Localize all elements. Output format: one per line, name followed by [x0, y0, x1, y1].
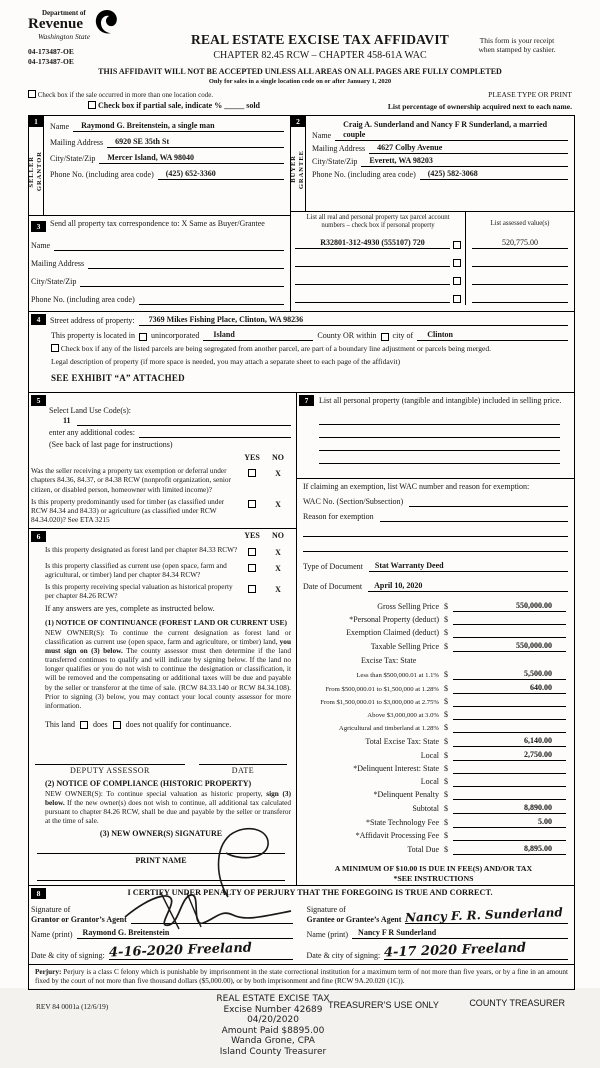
dollar-sign: $ — [444, 777, 448, 787]
dor-logo — [28, 10, 178, 41]
this-land-label: This land — [45, 719, 75, 729]
segregated-note-line — [51, 344, 568, 353]
unincorporated-label: unincorporated — [150, 331, 200, 341]
city-of-label: city of — [392, 331, 414, 341]
grantee-date-value[interactable]: 4-17 2020 Freeland — [384, 943, 568, 960]
ownership-note: List percentage of ownership acquired next to each name. — [387, 101, 572, 111]
wac-value[interactable] — [409, 497, 568, 507]
total-local-value[interactable]: 2,750.00 — [453, 750, 566, 761]
exemption-claimed-value[interactable] — [453, 628, 566, 638]
section6-q2-no-mark[interactable]: X — [275, 564, 281, 573]
minimum-due-note: A MINIMUM OF $10.00 IS DUE IN FEE(S) AND/OR TAX — [334, 864, 533, 874]
section6-q3-text: Is this property receiving special valuation as historical property per chapter 84.26 RCW? — [45, 582, 233, 601]
section6-q1-yes-checkbox[interactable] — [248, 548, 256, 556]
date-of-document-value[interactable]: April 10, 2020 — [368, 581, 568, 592]
total-label: Subtotal — [412, 804, 439, 814]
parcel-number-4[interactable] — [295, 293, 450, 303]
notice1-lead: NEW OWNER(S): To continue the current designation as forest land or classification as current use (open space, farm and agriculture, or timber) land, — [45, 627, 291, 647]
footer — [28, 990, 575, 1068]
dollar-sign: $ — [444, 697, 448, 707]
notice1-title: (1) NOTICE OF CONTINUANCE (FOREST LAND OR CURRENT USE) — [45, 618, 288, 628]
unincorporated-checkbox[interactable] — [139, 333, 147, 341]
segregated-note: Check box if any of the listed parcels are being segregated from another parcel, are part of a boundary line adjustment or parcels being merged. — [60, 344, 491, 354]
parcel-personal-checkbox-3[interactable] — [453, 277, 461, 285]
exhibit-a-text: SEE EXHIBIT “A” ATTACHED — [51, 373, 185, 384]
seller-mailing-label: Mailing Address — [50, 138, 104, 148]
buyer-mailing-value[interactable]: 4627 Colby Avenue — [369, 143, 568, 154]
buyer-name-value[interactable]: Craig A. Sunderland and Nancy F R Sunderland, a married couple — [335, 120, 568, 141]
new-owner-signature-label: (3) NEW OWNER(S) SIGNATURE — [99, 829, 223, 839]
section5-q1-no-mark[interactable]: X — [275, 469, 281, 479]
total-label: *Affidavit Processing Fee — [355, 831, 439, 841]
section-3-number: 3 — [31, 221, 46, 232]
section-4 — [29, 311, 574, 393]
wac-label: WAC No. (Section/Subsection) — [303, 497, 404, 507]
page-subtitle: CHAPTER 82.45 RCW – CHAPTER 458-61A WAC — [213, 49, 427, 61]
total-due-value[interactable]: 8,895.00 — [453, 844, 566, 855]
notice1-bold: you must sign on (3) below. — [45, 637, 291, 656]
section-7 — [297, 393, 574, 464]
treasurer-stamp — [188, 994, 358, 1058]
notice2-rest: If the new owner(s) does not wish to continue, all additional tax calculated pursuant to chapter 84.26 RCW, shall be due and payable by the seller or transferor at the time of sale. — [45, 798, 291, 826]
section-7-heading: List all personal property (tangible and intangible) included in selling price. — [319, 396, 562, 406]
notice2-bold: sign (3) below. — [45, 788, 292, 808]
section-4-number: 4 — [31, 314, 46, 325]
dollar-sign: $ — [444, 602, 448, 612]
seller-csz-label: City/State/Zip — [50, 154, 96, 164]
bracket-label: Above $3,000,000 at 3.0% — [367, 711, 439, 719]
reason-line-3[interactable] — [303, 542, 568, 552]
doc-number-2: 04-173487-OE — [28, 56, 74, 66]
partial-sale-label: Check box if partial sale, indicate % _____ sold — [98, 101, 261, 111]
perjury-notice — [29, 964, 574, 989]
logo-dept-text: Department of — [42, 9, 86, 17]
reason-value[interactable] — [380, 512, 568, 522]
assessed-value-1[interactable]: 520,775.00 — [472, 238, 568, 249]
parcel-number-3[interactable] — [295, 275, 450, 285]
section-6-number: 6 — [31, 531, 46, 542]
seller-mailing-value[interactable]: 6920 SE 35th St — [107, 137, 284, 148]
grantee-date-label: Date & city of signing: — [306, 950, 381, 960]
stamp-line-1: REAL ESTATE EXCISE TAX — [216, 993, 330, 1004]
tax-row-label: Exemption Claimed (deduct) — [346, 628, 439, 638]
total-excise-state-value[interactable]: 6,140.00 — [453, 736, 566, 747]
stamp-line-4: Amount Paid $8895.00 — [221, 1025, 325, 1036]
grantee-name-print-label: Name (print) — [306, 929, 349, 939]
total-label: Total Due — [407, 845, 439, 855]
section5-q2-no-mark[interactable]: X — [275, 499, 281, 509]
section-1-seller — [29, 116, 290, 216]
grantor-name-print-value[interactable]: Raymond G. Breitenstein — [77, 928, 293, 939]
grantor-date-value[interactable]: 4-16-2020 Freeland — [109, 943, 293, 960]
bracket-label: From $1,500,000.01 to $3,000,000 at 2.75% — [320, 698, 439, 706]
section6-yes-header: YES — [244, 531, 260, 540]
tax-computation — [297, 592, 574, 883]
parcel-personal-checkbox-2[interactable] — [453, 259, 461, 267]
correspondence-name-label: Name — [31, 241, 51, 251]
revenue-swirl-icon — [92, 8, 122, 38]
multi-location-line — [28, 90, 213, 100]
certify-statement: I CERTIFY UNDER PENALTY OF PERJURY THAT THE FOREGOING IS TRUE AND CORRECT. — [127, 888, 493, 898]
dollar-sign: $ — [444, 845, 448, 855]
taxable-selling-price-value[interactable]: 550,000.00 — [453, 641, 566, 652]
parcel-list — [291, 212, 574, 305]
section6-no-header: NO — [272, 531, 284, 540]
section-8 — [29, 885, 574, 964]
delinquent-interest-local-value[interactable] — [453, 777, 566, 787]
county-or-label: County OR within — [317, 331, 377, 341]
section-6 — [29, 528, 296, 885]
total-label: Local — [420, 777, 439, 787]
reason-label: Reason for exemption — [303, 512, 374, 522]
section6-q3-no-mark[interactable]: X — [275, 585, 281, 595]
doc-number-1: 04-173487-OE — [28, 46, 74, 56]
see-instructions-note: *SEE INSTRUCTIONS — [393, 874, 474, 884]
correspondence-mailing-value[interactable] — [88, 259, 284, 269]
additional-codes-label: enter any additional codes: — [49, 428, 135, 438]
stamp-line-2: Excise Number 42689 — [223, 1004, 323, 1015]
dollar-sign: $ — [444, 684, 448, 694]
if-yes-note: If any answers are yes, complete as instructed below. — [45, 604, 215, 614]
multi-location-checkbox[interactable] — [28, 90, 36, 98]
land-does-checkbox[interactable] — [80, 721, 88, 729]
subtotal-value[interactable]: 8,890.00 — [453, 803, 566, 814]
total-label: *Delinquent Penalty — [373, 790, 439, 800]
section6-q1-no-mark[interactable]: X — [275, 548, 281, 557]
county-treasurer-label: COUNTY TREASURER — [469, 997, 565, 1008]
buyer-phone-label: Phone No. (including area code) — [312, 170, 416, 180]
exemption-heading: If claiming an exemption, list WAC number and reason for exemption: — [303, 482, 530, 492]
section-5 — [29, 393, 296, 528]
dollar-sign: $ — [444, 642, 448, 652]
section-1-number: 1 — [29, 116, 44, 127]
notice1-rest: The county assessor must then determine if the land transferred continues to qualify and will indicate by signing below. If the land no longer qualifies or you do not wish to continue the designation or classification, it will be removed and the compensating or additional taxes will be due and payable by the seller or transferor at the time of sale. (RCW 84.33.140 or RCW 84.34.108). Prior to signing (3) below, you may contact your local county assessor for more information. — [45, 646, 291, 710]
street-address-label: Street address of property: — [50, 316, 135, 326]
treasurer-use-only-label: TREASURER’S USE ONLY — [328, 999, 439, 1010]
section6-q2-yes-checkbox[interactable] — [248, 564, 256, 572]
receipt-note-line2: when stamped by cashier. — [478, 45, 556, 54]
section6-q1-text: Is this property designated as forest land per chapter 84.33 RCW? — [45, 545, 238, 554]
state-technology-fee-value[interactable]: 5.00 — [453, 817, 566, 828]
partial-sale-checkbox[interactable] — [88, 101, 96, 109]
type-of-document-value[interactable]: Stat Warranty Deed — [369, 561, 568, 572]
personal-property-line-3[interactable] — [319, 438, 560, 451]
partial-sale-line — [88, 101, 388, 111]
section5-yes-header: YES — [244, 453, 260, 463]
bracket-label: Less than $500,000.01 at 1.1% — [356, 671, 439, 679]
does-label: does — [93, 719, 108, 729]
seller-side-label-2: GRANTOR — [36, 151, 43, 192]
bracket-label: From $500,000.01 to $1,500,000 at 1.28% — [325, 685, 439, 693]
print-name-label: PRINT NAME — [135, 856, 187, 866]
multi-location-label: Check box if the sale occurred in more than one location code. — [37, 90, 214, 99]
section5-q2-yes-checkbox[interactable] — [248, 500, 256, 508]
logo-revenue-text: Revenue — [28, 16, 83, 33]
section5-q1-yes-checkbox[interactable] — [248, 469, 256, 477]
buyer-name-label: Name — [312, 131, 332, 141]
legal-description-note: Legal description of property (if more space is needed, you may attach a separate sheet to each page of the affidavit) — [51, 356, 401, 366]
personal-property-deduct-value[interactable] — [453, 615, 566, 625]
dollar-sign: $ — [444, 615, 448, 625]
correspondence-phone-value[interactable] — [139, 295, 284, 305]
print-name-line[interactable] — [37, 868, 285, 881]
grantee-signature-value[interactable]: Nancy F. R. Sunderland — [405, 908, 568, 924]
correspondence-mailing-label: Mailing Address — [31, 259, 85, 269]
section-2-buyer — [291, 116, 574, 212]
section-8-number: 8 — [31, 888, 46, 899]
correspondence-csz-label: City/State/Zip — [31, 277, 77, 287]
personal-property-line-4[interactable] — [319, 451, 560, 464]
bracket-1-value[interactable]: 5,500.00 — [453, 669, 566, 680]
parcel-number-2[interactable] — [295, 257, 450, 267]
section-3 — [29, 216, 290, 311]
parcel-number-1[interactable]: R32801-312-4930 (555107) 720 — [295, 238, 450, 249]
reason-line-2[interactable] — [303, 527, 568, 537]
type-of-document-label: Type of Document — [303, 562, 363, 572]
section6-q2-text: Is this property classified as current use (open space, farm and agricultural, or timber) land per chapter 84.34 RCW? — [45, 561, 227, 580]
stamp-line-5: Wanda Grone, CPA — [231, 1036, 315, 1047]
bracket-2-value[interactable]: 640.00 — [453, 683, 566, 694]
land-does-not-checkbox[interactable] — [113, 721, 121, 729]
dollar-sign: $ — [444, 670, 448, 680]
buyer-csz-value[interactable]: Everett, WA 98203 — [361, 156, 568, 167]
land-use-value[interactable]: 11 — [63, 416, 71, 426]
bracket-5-value[interactable] — [453, 723, 566, 733]
receipt-note-line1: This form is your receipt — [479, 36, 555, 45]
additional-codes-blank[interactable] — [139, 428, 291, 438]
please-type-label: PLEASE TYPE OR PRINT — [488, 89, 572, 99]
land-use-label: Select Land Use Code(s): — [49, 406, 131, 416]
grantor-signature-label: Signature of Grantor or Grantor’s Agent — [31, 905, 127, 924]
section-5-number: 5 — [31, 395, 46, 406]
city-value[interactable]: Clinton — [417, 330, 568, 341]
excise-tax-state-header: Excise Tax: State — [361, 656, 417, 666]
parcel-personal-checkbox-1[interactable] — [453, 241, 461, 249]
grantor-name-print-label: Name (print) — [31, 929, 73, 939]
deputy-assessor-label: DEPUTY ASSESSOR — [35, 764, 185, 776]
buyer-phone-value[interactable]: (425) 582-3068 — [420, 169, 568, 180]
assessed-value-3[interactable] — [472, 275, 568, 285]
section-7-number: 7 — [299, 395, 314, 406]
seller-name-value[interactable]: Raymond G. Breitenstein, a single man — [73, 121, 284, 132]
header — [0, 0, 600, 111]
street-address-value[interactable]: 7369 Mikes Fishing Place, Clinton, WA 98236 — [139, 315, 568, 326]
bracket-3-value[interactable] — [453, 697, 566, 707]
section6-q3-yes-checkbox[interactable] — [248, 585, 256, 593]
grantee-signature-label: Signature of Grantee or Grantee’s Agent — [306, 905, 402, 924]
total-label: *State Technology Fee — [365, 818, 439, 828]
seller-name-label: Name — [50, 122, 70, 132]
assessed-header: List assessed value(s) — [490, 220, 550, 228]
section5-q2-text: Is this property predominantly used for timber (as classified under RCW 84.34 and 84.33) or agriculture (as classified under RCW 84.34.020)? See ETA 3215 — [31, 496, 225, 524]
located-label: This property is located in — [51, 331, 135, 341]
tax-row-label: Gross Selling Price — [377, 602, 439, 612]
land-use-blank[interactable] — [77, 416, 291, 426]
total-label: *Delinquent Interest: State — [353, 764, 439, 774]
buyer-side-label-2: GRANTEE — [298, 149, 305, 189]
header-warning: THIS AFFIDAVIT WILL NOT BE ACCEPTED UNLESS ALL AREAS ON ALL PAGES ARE FULLY COMPLETED — [98, 67, 502, 77]
buyer-mailing-label: Mailing Address — [312, 144, 366, 154]
form-revision-number: REV 84 0001a (12/6/19) — [36, 1001, 109, 1011]
perjury-label: Perjury: — [35, 967, 62, 976]
buyer-csz-label: City/State/Zip — [312, 157, 358, 167]
correspondence-phone-label: Phone No. (including area code) — [31, 295, 135, 305]
gross-selling-price-value[interactable]: 550,000.00 — [453, 601, 566, 612]
buyer-side-label-1: BUYER — [289, 155, 297, 184]
section-3-heading: Send all property tax correspondence to: X Same as Buyer/Grantee — [50, 219, 265, 229]
parcel-header: List all real and personal property tax parcel account numbers – check box if personal property — [306, 214, 450, 230]
dollar-sign: $ — [444, 790, 448, 800]
segregated-checkbox[interactable] — [51, 344, 59, 352]
does-not-label: does not qualify for continuance. — [125, 719, 232, 729]
dollar-sign: $ — [444, 628, 448, 638]
dollar-sign: $ — [444, 831, 448, 841]
dollar-sign: $ — [444, 723, 448, 733]
correspondence-name-value[interactable] — [54, 241, 284, 251]
delinquent-penalty-value[interactable] — [453, 790, 566, 800]
grantee-name-print-value[interactable]: Nancy F R Sunderland — [352, 928, 568, 939]
section5-q1-text: Was the seller receiving a property tax exemption or deferral under chapters 84.36, 84.37, or 84.38 RCW (nonprofit organization, senior citizen, or disabled person, homeowner with limited income)? — [31, 466, 231, 494]
city-checkbox[interactable] — [381, 333, 389, 341]
total-label: Total Excise Tax: State — [365, 737, 439, 747]
parcel-personal-checkbox-4[interactable] — [453, 295, 461, 303]
deputy-date-label: DATE — [199, 764, 287, 776]
tax-row-label: *Personal Property (deduct) — [349, 615, 439, 625]
seller-phone-label: Phone No. (including area code) — [50, 170, 154, 180]
notice2-lead: NEW OWNER(S): To continue special valuation as historic property, — [45, 788, 267, 798]
grantor-signature-line[interactable] — [131, 914, 293, 924]
delinquent-interest-state-value[interactable] — [453, 764, 566, 774]
bracket-label: Agricultural and timberland at 1.28% — [338, 724, 439, 732]
section-2-number: 2 — [291, 116, 306, 127]
instructions-note: (See back of last page for instructions) — [49, 440, 173, 450]
seller-phone-value[interactable]: (425) 652-3360 — [158, 169, 284, 180]
dollar-sign: $ — [444, 764, 448, 774]
logo-state-text: Washington State — [38, 32, 91, 42]
dollar-sign: $ — [444, 804, 448, 814]
section5-no-header: NO — [272, 453, 284, 463]
perjury-text: Perjury is a class C felony which is punishable by imprisonment in the state correctional institution for a maximum term of not more than five years, or by a fine in an amount fixed by the court of not more than five thousand dollars ($5,000.00), or by both imprisonment and fine (RCW 9A.20.020 (1C)). — [35, 967, 569, 985]
affidavit-processing-fee-value[interactable] — [453, 831, 566, 841]
exemption-block — [297, 478, 574, 552]
dollar-sign: $ — [444, 751, 448, 761]
header-only-note: Only for sales in a single location code on or after January 1, 2020 — [208, 78, 392, 86]
county-value[interactable]: Island — [203, 330, 313, 341]
notice2-title: (2) NOTICE OF COMPLIANCE (HISTORIC PROPERTY) — [45, 778, 252, 788]
seller-csz-value[interactable]: Mercer Island, WA 98040 — [99, 153, 284, 164]
dollar-sign: $ — [444, 818, 448, 828]
bracket-4-value[interactable] — [453, 710, 566, 720]
total-label: Local — [420, 751, 439, 761]
personal-property-line-1[interactable] — [319, 412, 560, 425]
personal-property-line-2[interactable] — [319, 425, 560, 438]
dollar-sign: $ — [444, 737, 448, 747]
seller-side-label-1: SELLER — [27, 155, 35, 188]
assessed-value-2[interactable] — [472, 257, 568, 267]
assessed-value-4[interactable] — [472, 293, 568, 303]
stamp-line-3: 04/20/2020 — [247, 1015, 299, 1026]
new-owner-signature-line[interactable] — [37, 841, 285, 854]
tax-row-label: Taxable Selling Price — [370, 642, 439, 652]
correspondence-csz-value[interactable] — [80, 277, 284, 287]
dollar-sign: $ — [444, 710, 448, 720]
stamp-line-6: Island County Treasurer — [219, 1047, 327, 1058]
date-of-document-label: Date of Document — [303, 582, 363, 592]
affidavit-form — [28, 115, 575, 990]
grantor-date-label: Date & city of signing: — [31, 950, 105, 960]
page-title: REAL ESTATE EXCISE TAX AFFIDAVIT — [191, 32, 449, 47]
